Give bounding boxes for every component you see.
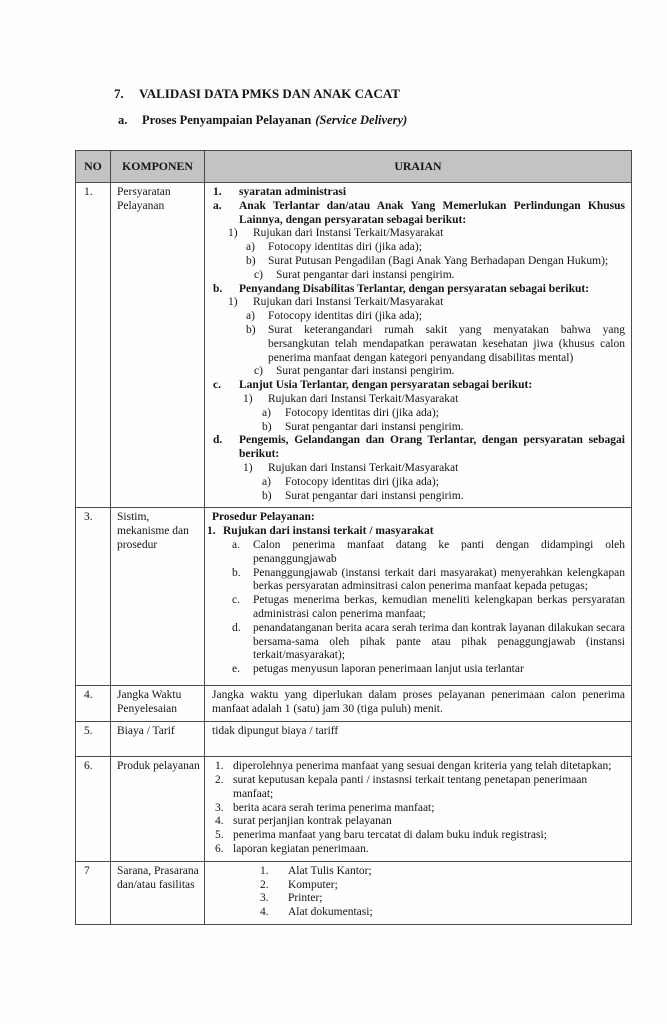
item-text: Rujukan dari Instansi Terkait/Masyarakat — [268, 392, 459, 405]
item-marker: c) — [254, 365, 263, 378]
item-text: penandatanganan berita acara serah terima dan kontrak layanan dilakukan secara bersama-sama oleh pihak pante atau pihak penaggungjawab (instansi terkait/masyarakat); — [253, 621, 625, 662]
uraian-item — [205, 815, 625, 829]
item-marker: c) — [254, 268, 263, 281]
item-text: Jangka waktu yang diperlukan dalam proses pelayanan penerimaan calon penerima manfaat adalah 1 (satu) jam 30 (tiga puluh) menit. — [212, 688, 625, 715]
service-delivery-table — [75, 150, 632, 925]
item-text: Surat pengantar dari instansi pengirim. — [276, 365, 455, 378]
uraian-item — [205, 476, 625, 490]
item-marker: 2. — [215, 774, 224, 787]
header-cell-uraian: URAIAN — [205, 151, 632, 183]
row-number-cell: 7 — [76, 861, 111, 924]
komponen-cell: Biaya / Tarif — [111, 722, 205, 757]
item-text: Fotocopy identitas diri (jika ada); — [268, 241, 422, 254]
item-marker: d. — [213, 434, 223, 447]
item-text: diperolehnya penerima manfaat yang sesuai dengan kriteria yang telah ditetapkan; — [233, 760, 612, 773]
row-number-cell: 3. — [76, 508, 111, 686]
item-marker: a. — [232, 538, 240, 551]
uraian-cell — [205, 861, 632, 924]
uraian-item — [205, 802, 625, 816]
uraian-item — [205, 760, 625, 774]
item-marker: 3. — [215, 801, 224, 814]
uraian-item — [205, 829, 625, 843]
item-marker: 1) — [243, 392, 253, 405]
uraian-item — [205, 200, 625, 228]
item-text: Fotocopy identitas diri (jika ada); — [268, 310, 422, 323]
item-marker: b) — [246, 254, 256, 267]
uraian-item — [205, 594, 625, 622]
item-text: Alat Tulis Kantor; — [288, 864, 372, 877]
item-text: Fotocopy identitas diri (jika ada); — [285, 406, 439, 419]
uraian-item — [205, 269, 625, 283]
uraian-item — [205, 283, 625, 297]
uraian-item — [205, 511, 625, 525]
item-text: laporan kegiatan penerimaan. — [233, 843, 369, 856]
uraian-item — [205, 774, 625, 802]
uraian-item — [205, 421, 625, 435]
uraian-item — [205, 689, 625, 717]
subsection-heading — [118, 112, 407, 128]
table-row — [76, 757, 632, 862]
item-text: Fotocopy identitas diri (jika ada); — [285, 475, 439, 488]
row-number-cell: 4. — [76, 685, 111, 722]
item-marker: b) — [262, 420, 272, 433]
item-text: Petugas menerima berkas, kemudian meneliti kelengkapan berkas persyaratan administrasi calon penerima manfaat; — [253, 594, 625, 620]
item-marker: a) — [262, 475, 271, 488]
item-text: Pengemis, Gelandangan dan Orang Terlantar, dengan persyaratan sebagai berikut: — [239, 434, 625, 461]
uraian-item — [205, 892, 625, 906]
item-text: Prosedur Pelayanan: — [212, 511, 315, 524]
section-number: 7. — [114, 86, 124, 101]
item-text: Surat pengantar dari instansi pengirim. — [285, 489, 464, 502]
uraian-item — [205, 622, 625, 663]
item-text: Rujukan dari Instansi Terkait/Masyarakat — [268, 461, 459, 474]
uraian-item — [205, 843, 625, 857]
item-text: petugas menyusun laporan penerimaan lanjut usia terlantar — [253, 663, 524, 676]
item-marker: 1) — [228, 296, 238, 309]
uraian-item — [205, 663, 625, 677]
item-marker: a) — [262, 406, 271, 419]
item-text: Penyandang Disabilitas Terlantar, dengan persyaratan sebagai berikut: — [239, 282, 590, 295]
item-marker: 2. — [260, 878, 269, 891]
item-text: Alat dokumentasi; — [288, 906, 373, 919]
item-text: Rujukan dari Instansi Terkait/Masyarakat — [253, 227, 444, 240]
uraian-item — [205, 434, 625, 462]
table-row — [76, 183, 632, 508]
uraian-item — [205, 324, 625, 365]
item-text: Surat pengantar dari instansi pengirim. — [276, 268, 455, 281]
item-text: surat keputusan kepala panti / instasnsi terkait tentang penetapan penerimaan manfaat; — [233, 774, 588, 800]
item-text: Penanggungjawab (instansi terkait dari masyarakat) menyerahkan kelengkapan berkas persyaratan adminsitrasi calon penerima manfaat kepada petugas; — [253, 566, 625, 593]
row-number-cell: 1. — [76, 183, 111, 508]
uraian-cell — [205, 183, 632, 508]
uraian-item — [205, 725, 625, 739]
uraian-item — [205, 525, 625, 539]
uraian-item — [205, 379, 625, 393]
item-text: tidak dipungut biaya / tariff — [212, 725, 339, 738]
komponen-cell: Produk pelayanan — [111, 757, 205, 862]
item-text: Rujukan dari Instansi Terkait/Masyarakat — [253, 296, 444, 309]
komponen-cell: Jangka Waktu Penyelesaian — [111, 685, 205, 722]
uraian-item — [205, 296, 625, 310]
item-marker: 4. — [215, 815, 224, 828]
item-marker: 5. — [215, 829, 224, 842]
uraian-cell — [205, 722, 632, 757]
item-text: syaratan administrasi — [239, 186, 347, 198]
item-marker: a) — [246, 310, 255, 323]
table-row — [76, 722, 632, 757]
item-marker: 1. — [207, 525, 216, 538]
item-marker: a) — [246, 241, 255, 254]
item-marker: a. — [213, 199, 222, 212]
item-text: Surat keterangandari rumah sakit yang menyatakan bahwa yang bersangkutan telah mendapatkan perawatan kesehatan jiwa (khusus calon penerima manfaat dengan kategori penyandang disabilitas mental) — [268, 323, 625, 364]
table-header-row — [76, 151, 632, 183]
row-number-cell: 6. — [76, 757, 111, 862]
section-title: VALIDASI DATA PMKS DAN ANAK CACAT — [139, 86, 400, 101]
table-row — [76, 861, 632, 924]
uraian-item — [205, 393, 625, 407]
item-marker: b. — [213, 282, 223, 295]
item-marker: 6. — [215, 843, 224, 856]
item-marker: 1. — [215, 760, 224, 773]
uraian-cell — [205, 757, 632, 862]
uraian-item — [205, 906, 625, 920]
item-text: Surat pengantar dari instansi pengirim. — [285, 420, 464, 433]
komponen-cell: Persyaratan Pelayanan — [111, 183, 205, 508]
uraian-item — [205, 186, 625, 200]
item-marker: 1. — [260, 864, 269, 877]
subsection-title: Proses Penyampaian Pelayanan — [142, 113, 312, 127]
uraian-item — [205, 241, 625, 255]
uraian-item — [205, 227, 625, 241]
komponen-cell: Sarana, Prasarana dan/atau fasilitas — [111, 861, 205, 924]
item-text: Calon penerima manfaat datang ke panti dengan didampingi oleh penanggungjawab — [253, 538, 625, 565]
uraian-item — [205, 310, 625, 324]
header-cell-no: NO — [76, 151, 111, 183]
item-text: Lanjut Usia Terlantar, dengan persyaratan sebagai berikut: — [239, 379, 533, 392]
uraian-item — [205, 462, 625, 476]
uraian-item — [205, 539, 625, 567]
section-heading — [114, 86, 400, 102]
table-row — [76, 508, 632, 686]
item-marker: 4. — [260, 906, 269, 919]
uraian-item — [205, 490, 625, 504]
item-marker: c. — [232, 594, 240, 607]
item-marker: b) — [246, 323, 256, 336]
uraian-item — [205, 879, 625, 893]
item-marker: 1) — [243, 461, 253, 474]
subsection-note: (Service Delivery) — [315, 113, 408, 127]
uraian-item — [205, 365, 625, 379]
item-text: berita acara serah terima penerima manfaat; — [233, 801, 435, 814]
uraian-item — [205, 255, 625, 269]
item-text: penerima manfaat yang baru tercatat di dalam buku induk registrasi; — [233, 829, 547, 842]
item-marker: d. — [232, 621, 241, 634]
uraian-cell — [205, 508, 632, 686]
item-marker: 3. — [260, 892, 269, 905]
item-marker: b. — [232, 566, 241, 579]
item-text: Rujukan dari instansi terkait / masyarakat — [223, 525, 434, 538]
item-marker: b) — [262, 489, 272, 502]
item-marker: 1) — [228, 227, 238, 240]
uraian-item — [205, 865, 625, 879]
header-cell-komponen: KOMPONEN — [111, 151, 205, 183]
table-body — [76, 183, 632, 925]
item-text: Printer; — [288, 892, 323, 905]
item-text: Surat Putusan Pengadilan (Bagi Anak Yang Berhadapan Dengan Hukum); — [268, 254, 609, 267]
item-marker: e. — [232, 663, 240, 676]
subsection-letter: a. — [118, 113, 128, 127]
komponen-cell: Sistim, mekanisme dan prosedur — [111, 508, 205, 686]
item-marker: c. — [213, 379, 221, 392]
uraian-cell — [205, 685, 632, 722]
uraian-item — [205, 407, 625, 421]
row-number-cell: 5. — [76, 722, 111, 757]
item-text: Komputer; — [288, 878, 338, 891]
item-marker: 1. — [213, 186, 222, 198]
item-text: Anak Terlantar dan/atau Anak Yang Memerlukan Perlindungan Khusus Lainnya, dengan persyaratan sebagai berikut: — [239, 199, 625, 226]
item-text: surat perjanjian kontrak pelayanan — [233, 815, 392, 828]
table-row — [76, 685, 632, 722]
uraian-item — [205, 567, 625, 595]
